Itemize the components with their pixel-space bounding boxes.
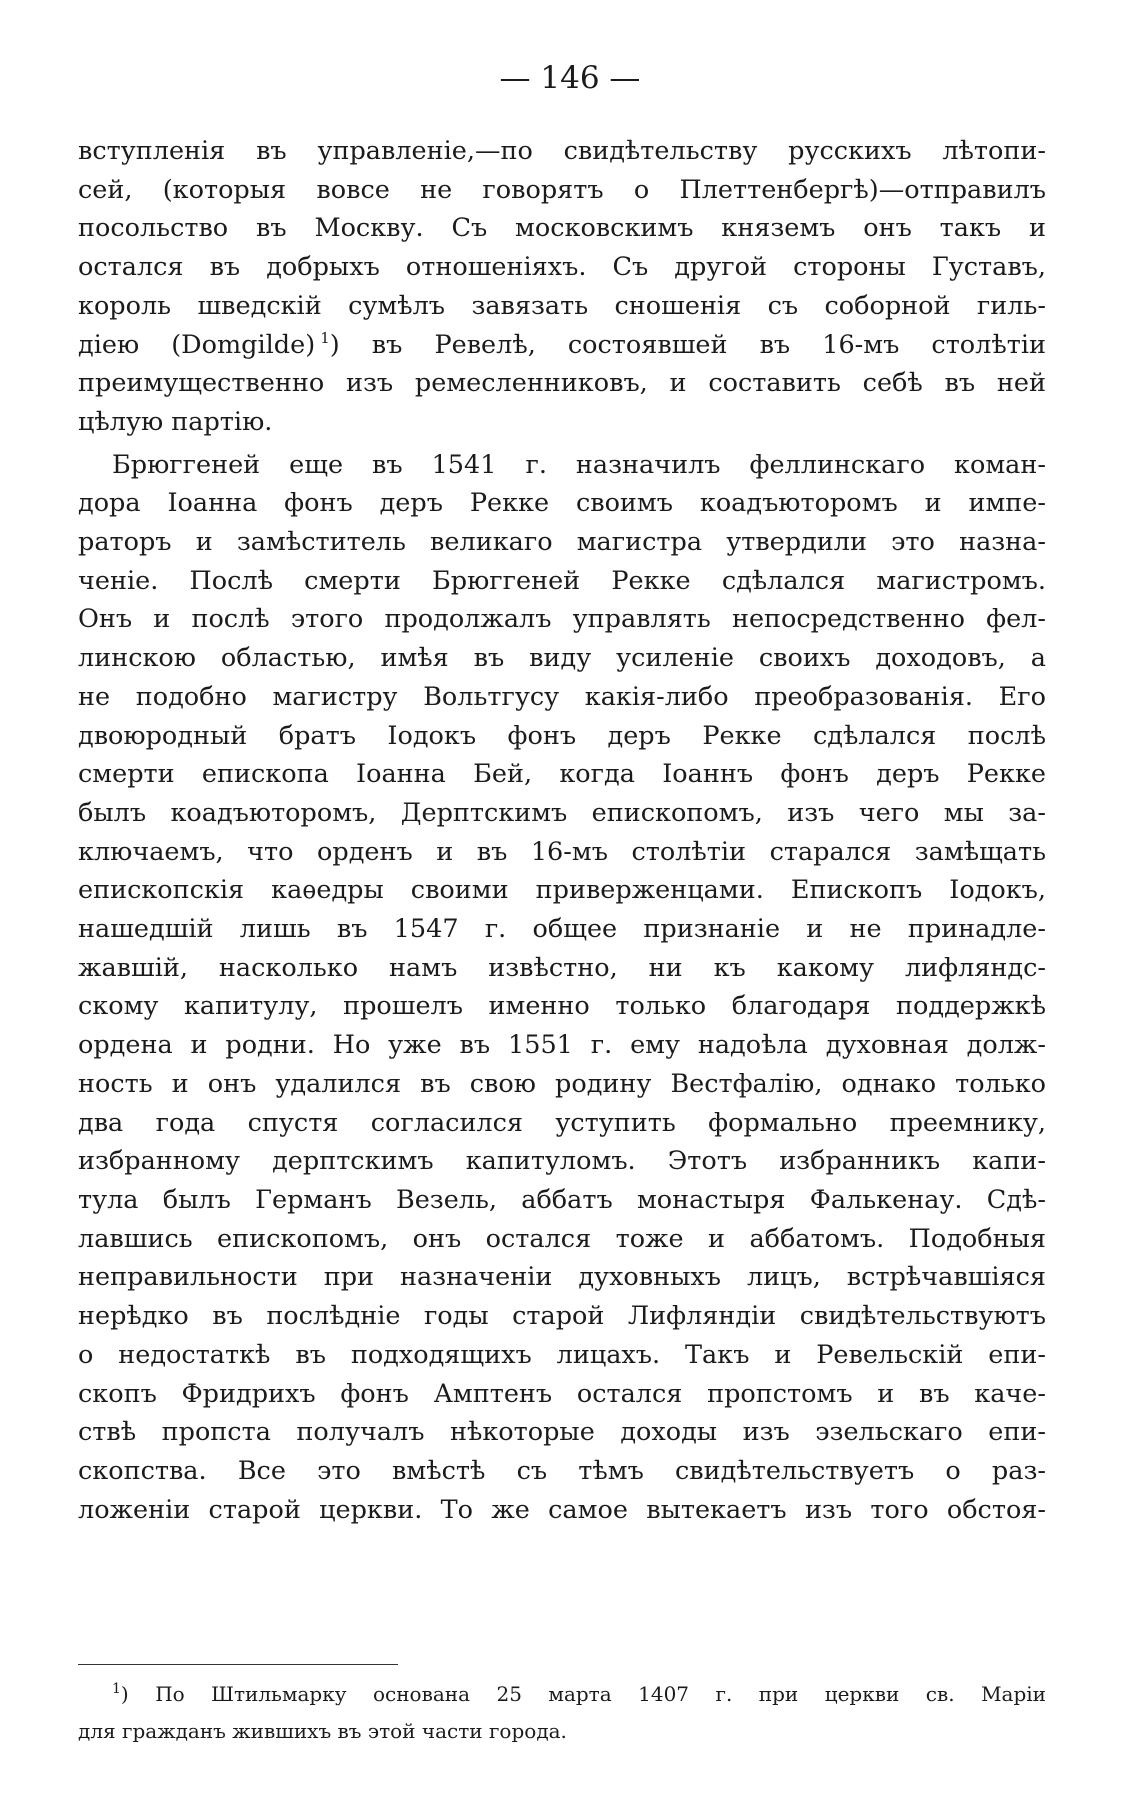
text-line: жавшій, насколько намъ извѣстно, ни къ какому лифляндс-: [78, 952, 1046, 983]
text-line: преимущественно изъ ремесленниковъ, и составить себѣ въ ней: [78, 368, 1046, 399]
footnote-divider: [78, 1664, 398, 1665]
text-line: двоюродный братъ Іодокъ фонъ деръ Рекке сдѣлался послѣ: [78, 720, 1046, 751]
text-line: неправильности при назначеніи духовныхъ лицъ, встрѣчавшіяся: [78, 1262, 1046, 1293]
footnote-line: для гражданъ жившихъ въ этой части города.: [78, 1719, 567, 1743]
text-line: не подобно магистру Вольтгусу какія-либо преобразованія. Его: [78, 681, 1046, 712]
text-line: Брюггеней еще въ 1541 г. назначилъ феллинскаго коман-: [112, 449, 1046, 480]
page-number: — 146 —: [499, 60, 641, 96]
footnotes: [78, 1676, 1046, 1750]
text-line: ключаемъ, что орденъ и въ 16-мъ столѣтіи старался замѣщать: [78, 836, 1046, 867]
text-line: тула былъ Германъ Везель, аббатъ монастыря Фалькенау. Сдѣ-: [78, 1184, 1046, 1215]
text-line: ордена и родни. Но уже въ 1551 г. ему надоѣла духовная долж-: [78, 1030, 1046, 1061]
text-line: епископскія каѳедры своими приверженцами. Епископъ Іодокъ,: [78, 875, 1046, 906]
text-line: избранному дерптскимъ капитуломъ. Этотъ избранникъ капи-: [78, 1146, 1046, 1177]
text-segment: діею (Domgilde): [78, 329, 316, 360]
footnote-marker: 1: [112, 1681, 121, 1697]
text-line: нерѣдко въ послѣдніе годы старой Лифляндіи свидѣтельствуютъ: [78, 1301, 1046, 1332]
text-line: король шведскій сумѣлъ завязать сношенія съ соборной гиль-: [78, 290, 1046, 321]
footnote-line: [78, 1676, 1046, 1713]
text-line: два года спустя согласился уступить формально преемнику,: [78, 1107, 1046, 1138]
text-line: ложеніи старой церкви. То же самое вытекаетъ изъ того обстоя-: [78, 1494, 1046, 1525]
text-line: сей, (которыя вовсе не говорятъ о Плеттенбергѣ)—отправилъ: [78, 174, 1046, 205]
text-line: ченіе. Послѣ смерти Брюггеней Рекке сдѣлался магистромъ.: [78, 565, 1046, 596]
text-line: ность и онъ удалился въ свою родину Вестфалію, однако только: [78, 1068, 1046, 1099]
text-segment: ) По Штильмарку основана 25 марта 1407 г. при церкви св. Маріи: [120, 1682, 1046, 1706]
text-line: смерти епископа Іоанна Бей, когда Іоаннъ фонъ деръ Рекке: [78, 759, 1046, 790]
footnote-reference[interactable]: 1: [320, 328, 330, 347]
text-line: скопства. Все это вмѣстѣ съ тѣмъ свидѣтельствуетъ о раз-: [78, 1455, 1046, 1486]
text-line: цѣлую партію.: [78, 406, 273, 437]
text-line: былъ коадъюторомъ, Дерптскимъ епископомъ, изъ чего мы за-: [78, 797, 1046, 828]
text-line: остался въ добрыхъ отношеніяхъ. Съ другой стороны Густавъ,: [78, 252, 1046, 283]
text-line: посольство въ Москву. Съ московскимъ княземъ онъ такъ и: [78, 213, 1046, 244]
text-line: нашедшій лишь въ 1547 г. общее признаніе и не принадле-: [78, 914, 1046, 945]
text-line: раторъ и замѣститель великаго магистра утвердили это назна-: [78, 527, 1046, 558]
text-line: линскою областью, имѣя въ виду усиленіе своихъ доходовъ, а: [78, 643, 1046, 674]
text-segment: ) въ Ревелѣ, состоявшей въ 16-мъ столѣтіи: [329, 329, 1046, 360]
text-line: скопъ Фридрихъ фонъ Амптенъ остался пропстомъ и въ каче-: [78, 1378, 1046, 1409]
text-line: вступленія въ управленіе,—по свидѣтельству русскихъ лѣтопи-: [78, 136, 1046, 166]
text-line: лавшись епископомъ, онъ остался тоже и аббатомъ. Подобныя: [78, 1223, 1046, 1254]
text-line: о недостаткѣ въ подходящихъ лицахъ. Такъ и Ревельскій епи-: [78, 1339, 1046, 1370]
paragraph-2: [78, 446, 1046, 1530]
text-line: дора Іоанна фонъ деръ Рекке своимъ коадъюторомъ и импе-: [78, 488, 1046, 519]
text-line: ствѣ пропста получалъ нѣкоторые доходы изъ эзельскаго епи-: [78, 1417, 1046, 1448]
body-text: [78, 132, 1046, 1529]
text-line: Онъ и послѣ этого продолжалъ управлять непосредственно фел-: [78, 604, 1046, 635]
paragraph-1: [78, 132, 1046, 442]
text-line: скому капитулу, прошелъ именно только благодаря поддержкѣ: [78, 991, 1046, 1022]
text-line-with-footnote: [78, 326, 1046, 365]
